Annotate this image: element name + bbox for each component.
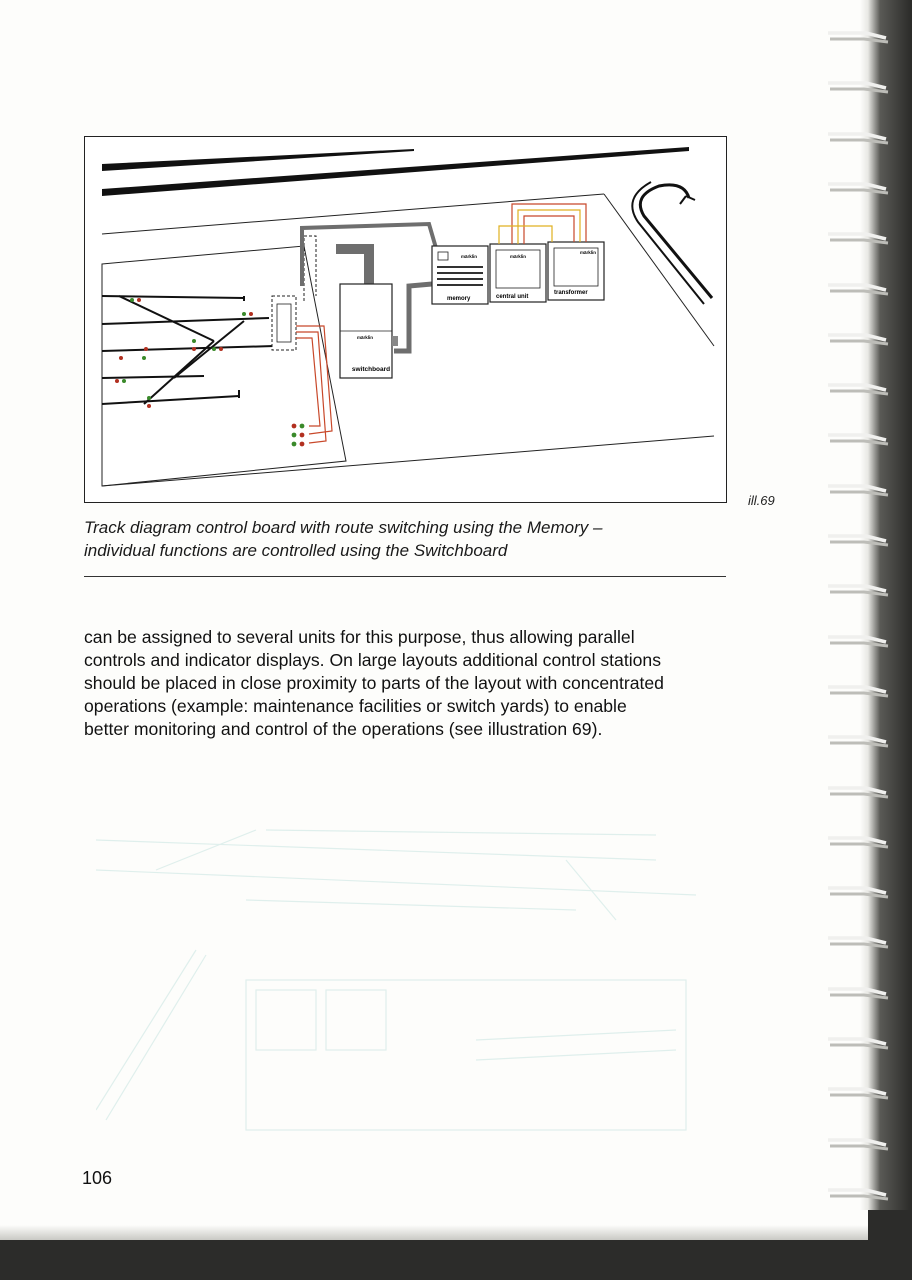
svg-text:märklin: märklin <box>460 254 478 259</box>
transformer-unit <box>548 242 604 300</box>
page-number: 106 <box>82 1168 113 1188</box>
svg-text:märklin: märklin <box>356 335 374 340</box>
binding-ring <box>826 885 892 900</box>
caption-line: individual functions are controlled using the Switchboard <box>84 541 508 560</box>
binding-ring <box>826 181 892 196</box>
binding-ring <box>826 583 892 598</box>
body-paragraph <box>84 626 744 741</box>
show-through-ghost <box>96 760 706 1140</box>
binding-ring <box>826 835 892 850</box>
binding-ring <box>826 483 892 498</box>
body-line: can be assigned to several units for this purpose, thus allowing parallel <box>84 627 635 647</box>
binding-ring <box>826 131 892 146</box>
binding-ring <box>826 785 892 800</box>
binding-ring <box>826 382 892 397</box>
binding-ring <box>826 986 892 1001</box>
memory-label: memory <box>447 296 471 302</box>
binding-ring <box>826 30 892 45</box>
body-line: controls and indicator displays. On large layouts additional control stations <box>84 650 662 670</box>
binding-ring <box>826 684 892 699</box>
track-diagram-illustration <box>84 136 727 503</box>
binding-ring <box>826 634 892 649</box>
binding-ring <box>826 231 892 246</box>
binding-ring <box>826 80 892 95</box>
transformer-label: transformer <box>554 290 588 296</box>
caption-line: Track diagram control board with route switching using the Memory – <box>84 518 603 537</box>
body-line: should be placed in close proximity to parts of the layout with concentrated <box>84 673 664 693</box>
page-edge-shadow <box>0 1225 868 1240</box>
binding-ring <box>826 332 892 347</box>
caption-divider <box>84 576 726 577</box>
binding-ring <box>826 1086 892 1101</box>
memory-unit <box>432 246 488 304</box>
binding-ring <box>826 1137 892 1152</box>
binding-ring <box>826 1187 892 1202</box>
body-line: operations (example: maintenance facilities or switch yards) to enable <box>84 696 627 716</box>
body-line: better monitoring and control of the operations (see illustration 69). <box>84 719 603 739</box>
svg-text:märklin: märklin <box>579 250 597 255</box>
central-unit <box>490 244 546 302</box>
binding-ring <box>826 533 892 548</box>
binding-ring <box>826 1036 892 1051</box>
binding-ring <box>826 935 892 950</box>
decoder-module <box>272 296 296 350</box>
switchboard-label: switchboard <box>351 366 391 373</box>
binding-ring <box>826 734 892 749</box>
figure-caption <box>84 516 724 562</box>
binding-ring <box>826 432 892 447</box>
binding-ring <box>826 282 892 297</box>
switchboard-unit <box>340 284 398 378</box>
central-unit-label: central unit <box>496 294 529 300</box>
illustration-reference: ill.69 <box>748 493 775 508</box>
svg-text:märklin: märklin <box>509 254 527 259</box>
